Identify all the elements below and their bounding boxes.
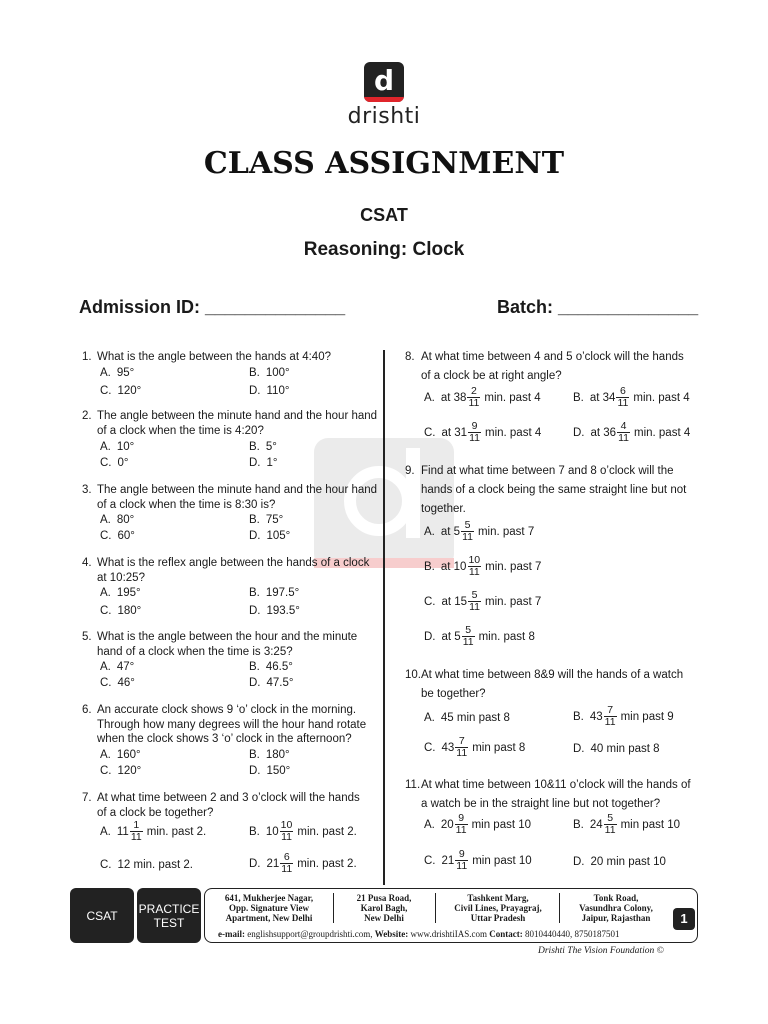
option-text: 110° (266, 385, 290, 397)
option-letter: B. (573, 710, 584, 723)
question-text: At what time between 4 and 5 o’clock will the hands (421, 351, 684, 363)
option-letter: A. (424, 818, 435, 831)
option-whole: 20 (440, 818, 454, 831)
column-divider (383, 350, 385, 885)
option-fraction (455, 736, 468, 759)
option-letter: C. (100, 605, 112, 617)
option-text: min. past 4 (484, 391, 541, 404)
option-letter: A. (100, 825, 111, 838)
fraction-numerator: 9 (471, 420, 478, 432)
question-number: 8. (405, 351, 415, 363)
option-b (249, 820, 357, 843)
option-text: 10° (116, 441, 135, 453)
option-text: 5° (265, 441, 277, 453)
question-text: at 10:25? (97, 571, 145, 584)
question-text: when the clock shows 3 ‘o’ clock in the afternoon? (97, 733, 352, 745)
logo-red-band (364, 97, 404, 102)
address-line: Civil Lines, Prayagraj, (454, 903, 542, 913)
option-letter: A. (424, 391, 435, 404)
option-text: 197.5° (265, 587, 300, 599)
option-whole: 43 (589, 710, 603, 723)
fraction-denominator: 11 (469, 601, 480, 613)
contact-label: Contact: (489, 929, 523, 939)
option-letter: A. (100, 367, 111, 379)
address-line: Opp. Signature View (228, 903, 310, 913)
option-fraction (468, 421, 481, 444)
option-c (100, 859, 193, 871)
option-letter: B. (249, 514, 260, 526)
address-separator (559, 893, 560, 923)
option-a (100, 514, 134, 526)
fraction-numerator: 9 (458, 812, 465, 824)
option-b (249, 749, 290, 761)
option-letter: D. (249, 385, 261, 397)
fraction-denominator: 11 (618, 432, 629, 444)
fraction-numerator: 4 (620, 420, 627, 432)
fraction-denominator: 11 (604, 824, 616, 836)
option-text: min past 10 (471, 818, 532, 831)
question-text: hands of a clock being the same straight line but not (421, 484, 687, 496)
option-text: 47.5° (266, 677, 294, 689)
option-whole: at 5 (441, 630, 461, 643)
option-letter: B. (249, 661, 260, 673)
option-letter: A. (424, 712, 435, 724)
fraction-numerator: 6 (283, 851, 290, 863)
option-letter: D. (573, 743, 585, 755)
option-letter: D. (249, 677, 261, 689)
fraction-numerator: 9 (458, 848, 465, 860)
fraction-denominator: 11 (469, 432, 480, 444)
fraction-denominator: 11 (462, 531, 473, 543)
option-text: min. past 7 (477, 525, 535, 538)
option-fraction (467, 555, 481, 578)
address-line: Jaipur, Rajasthan (581, 913, 651, 923)
option-whole: at 38 (440, 391, 467, 404)
option-b (573, 813, 680, 836)
question-number: 6. (82, 704, 92, 716)
question-text: a watch be in the straight line but not together? (421, 798, 661, 810)
option-fraction (280, 820, 294, 843)
logo-wordmark: drishti (347, 104, 421, 129)
option-letter: D. (424, 630, 436, 643)
option-letter: A. (100, 514, 111, 526)
option-c (100, 677, 135, 689)
option-whole: at 31 (441, 426, 468, 439)
option-text: min. past 2. (297, 857, 357, 870)
option-letter: C. (100, 677, 112, 689)
option-d (573, 421, 690, 444)
option-letter: C. (100, 530, 112, 542)
office-address (208, 893, 330, 925)
question-number: 7. (82, 792, 92, 804)
option-letter: D. (249, 530, 261, 542)
option-text: 45 min past 8 (440, 712, 510, 724)
option-text: min past 8 (472, 741, 526, 754)
option-b (249, 587, 299, 599)
question-text: of a clock when the time is 4:20? (97, 424, 264, 437)
option-fraction (616, 386, 629, 409)
option-letter: A. (100, 441, 111, 453)
option-text: 120° (117, 765, 142, 777)
option-a (424, 386, 541, 409)
office-address (562, 893, 670, 925)
option-d (249, 677, 293, 689)
option-a (424, 712, 510, 724)
question-text: of a clock when the time is 8:30 is? (97, 498, 276, 511)
option-b (424, 555, 541, 578)
fraction-numerator: 5 (607, 812, 614, 824)
batch-field: Batch: ______________ (497, 297, 699, 317)
practice-test-tab (137, 888, 201, 943)
option-text: 193.5° (266, 605, 300, 617)
option-letter: A. (100, 661, 111, 673)
option-c (100, 605, 141, 617)
option-a (424, 813, 531, 836)
office-address (336, 893, 432, 925)
question-text: What is the angle between the hands at 4:40? (97, 351, 331, 363)
address-line: 641, Mukherjee Nagar, (224, 893, 314, 903)
drishti-logo-icon (364, 62, 404, 102)
option-a (424, 520, 534, 543)
fraction-numerator: 5 (471, 589, 478, 601)
option-text: 95° (116, 367, 135, 379)
option-letter: C. (424, 854, 436, 867)
question-text: At what time between 2 and 3 o’clock will the hands (97, 792, 360, 804)
fraction-numerator: 10 (280, 819, 293, 831)
topic-heading: Reasoning: Clock (303, 239, 465, 260)
question-text: Through how many degrees will the hour hand rotate (97, 718, 367, 731)
option-a (100, 367, 134, 379)
address-line: Tonk Road, (593, 893, 639, 903)
option-text: min. past 4 (633, 426, 691, 439)
option-a (100, 820, 206, 843)
option-text: min. past 4 (484, 426, 542, 439)
option-text: 80° (116, 514, 135, 526)
option-a (100, 587, 141, 599)
address-line: 21 Pusa Road, (356, 893, 412, 903)
address-line: Uttar Pradesh (470, 913, 526, 923)
page-number: 1 (673, 908, 695, 930)
option-letter: B. (249, 367, 260, 379)
option-fraction (462, 625, 475, 648)
question-text: What is the reflex angle between the hands of a clock (97, 557, 370, 569)
option-fraction (455, 813, 468, 836)
question-number: 2. (82, 410, 92, 422)
practice-tab-line1: PRACTICE (138, 901, 200, 916)
question-number: 9. (405, 465, 415, 477)
option-b (249, 367, 290, 379)
fraction-denominator: 11 (130, 831, 142, 843)
logo-letter: d (373, 64, 395, 97)
option-fraction (617, 421, 630, 444)
fraction-denominator: 11 (468, 397, 480, 409)
option-letter: C. (424, 426, 436, 439)
fraction-denominator: 11 (468, 566, 480, 578)
question-text: An accurate clock shows 9 ‘o’ clock in the morning. (97, 704, 357, 716)
question-text: together. (421, 503, 466, 515)
fraction-numerator: 6 (619, 385, 626, 397)
option-d (249, 765, 290, 777)
option-text: min past 10 (620, 818, 681, 831)
option-fraction (604, 813, 617, 836)
option-letter: D. (249, 857, 261, 870)
option-c (100, 385, 141, 397)
option-text: min. past 2. (297, 825, 357, 838)
option-letter: C. (100, 385, 112, 397)
option-text: 150° (266, 765, 291, 777)
fraction-denominator: 11 (281, 831, 292, 843)
subject-heading: CSAT (360, 205, 408, 225)
office-address (440, 893, 556, 925)
option-fraction (604, 705, 617, 728)
address-line: Tashkent Marg, (467, 893, 529, 903)
option-letter: D. (249, 457, 261, 469)
option-letter: C. (100, 457, 112, 469)
option-fraction (468, 590, 481, 613)
option-text: 160° (116, 749, 141, 761)
option-text: 195° (116, 587, 141, 599)
option-whole: 21 (441, 854, 455, 867)
email-label: e-mail: (218, 929, 245, 939)
option-text: 60° (117, 530, 135, 542)
question-number: 10. (405, 669, 421, 681)
csat-tab (70, 888, 134, 943)
option-letter: A. (100, 587, 111, 599)
fraction-numerator: 5 (464, 519, 471, 531)
address-separator (333, 893, 334, 923)
question-text: hand of a clock when the time is 3:25? (97, 645, 293, 658)
address-line: Vasundhra Colony, (579, 903, 653, 913)
foundation-credit: Drishti The Vision Foundation © (538, 946, 664, 956)
option-d (249, 457, 278, 469)
option-letter: A. (424, 525, 435, 538)
option-d (573, 743, 660, 755)
question-text: Find at what time between 7 and 8 o’clock will the (421, 465, 674, 477)
option-whole: 24 (589, 818, 603, 831)
csat-tab-label: CSAT (86, 908, 118, 923)
address-line: Karol Bagh, (360, 903, 408, 913)
option-text: min past 9 (620, 710, 674, 723)
fraction-denominator: 11 (604, 716, 616, 728)
option-fraction (130, 820, 143, 843)
option-d (424, 625, 535, 648)
option-a (100, 749, 141, 761)
contact-value: 8010440440, 8750187501 (524, 929, 620, 939)
option-whole: 10 (265, 825, 279, 838)
option-text: 20 min past 10 (590, 856, 666, 868)
option-letter: B. (249, 587, 260, 599)
option-text: 12 min. past 2. (117, 859, 193, 871)
admission-id-field: Admission ID: ______________ (79, 297, 346, 317)
option-d (249, 852, 357, 875)
fraction-denominator: 11 (617, 397, 629, 409)
address-separator (435, 893, 436, 923)
fraction-numerator: 7 (458, 735, 465, 747)
option-letter: C. (424, 741, 436, 754)
option-c (100, 457, 129, 469)
option-letter: B. (573, 391, 584, 404)
option-text: 75° (265, 514, 284, 526)
option-letter: D. (249, 605, 261, 617)
fraction-denominator: 11 (456, 860, 468, 872)
question-text: The angle between the minute hand and the hour hand (97, 410, 378, 422)
question-text: The angle between the minute hand and the hour hand (97, 484, 378, 496)
address-line: Apartment, New Delhi (225, 913, 313, 923)
option-text: 46.5° (265, 661, 293, 673)
option-text: min. past 8 (478, 630, 535, 643)
option-fraction (461, 520, 474, 543)
website-label: Website: (374, 929, 409, 939)
question-text: At what time between 8&9 will the hands of a watch (421, 669, 684, 681)
question-number: 5. (82, 631, 92, 643)
question-text: be together? (421, 688, 486, 700)
option-letter: B. (249, 749, 260, 761)
option-text: 40 min past 8 (590, 743, 660, 755)
fraction-numerator: 2 (470, 385, 477, 397)
option-whole: at 36 (590, 426, 617, 439)
option-d (249, 385, 289, 397)
option-whole: at 10 (440, 560, 467, 573)
email-value: englishsupport@groupdrishti.com, (247, 929, 373, 939)
option-c (424, 590, 541, 613)
option-d (573, 856, 666, 868)
website-value: www.drishtiIAS.com (410, 929, 487, 939)
fraction-denominator: 11 (456, 747, 468, 759)
option-letter: B. (249, 825, 260, 838)
question-text: What is the angle between the hour and the minute (97, 631, 358, 643)
option-c (100, 530, 135, 542)
option-text: 180° (265, 749, 290, 761)
option-c (424, 849, 532, 872)
option-text: 47° (116, 661, 135, 673)
fraction-numerator: 10 (468, 554, 481, 566)
option-c (424, 736, 525, 759)
option-d (249, 605, 300, 617)
option-text: min. past 4 (633, 391, 690, 404)
option-text: 1° (266, 457, 278, 469)
option-fraction (467, 386, 480, 409)
question-text: of a clock be together? (97, 806, 214, 819)
option-b (249, 514, 283, 526)
practice-tab-line2: TEST (153, 915, 185, 930)
option-text: min. past 7 (484, 595, 542, 608)
option-letter: A. (100, 749, 111, 761)
fraction-numerator: 5 (465, 624, 472, 636)
option-letter: D. (249, 765, 261, 777)
option-text: 100° (265, 367, 290, 379)
option-letter: C. (100, 765, 112, 777)
option-b (573, 386, 690, 409)
option-text: min. past 2. (146, 825, 207, 838)
option-fraction (280, 852, 293, 875)
option-c (424, 421, 541, 444)
question-text: At what time between 10&11 o’clock will the hands of (421, 779, 691, 791)
option-a (100, 441, 134, 453)
contact-line (218, 929, 619, 939)
option-whole: 11 (116, 825, 129, 838)
fraction-numerator: 1 (133, 819, 140, 831)
option-text: 46° (117, 677, 135, 689)
option-whole: 43 (441, 741, 455, 754)
option-whole: 21 (266, 857, 280, 870)
option-letter: B. (249, 441, 260, 453)
fraction-denominator: 11 (462, 636, 474, 648)
option-fraction (455, 849, 468, 872)
option-letter: C. (100, 859, 112, 871)
fraction-denominator: 11 (455, 824, 467, 836)
option-a (100, 661, 134, 673)
question-number: 1. (82, 351, 92, 363)
fraction-denominator: 11 (281, 863, 293, 875)
option-text: 105° (266, 530, 291, 542)
option-whole: at 15 (441, 595, 468, 608)
option-b (249, 661, 293, 673)
question-number: 3. (82, 484, 92, 496)
address-line: New Delhi (364, 913, 404, 923)
option-whole: at 5 (440, 525, 461, 538)
option-letter: D. (573, 856, 585, 868)
option-text: 180° (117, 605, 142, 617)
option-b (249, 441, 277, 453)
page-title: CLASS ASSIGNMENT (203, 146, 565, 181)
option-letter: B. (573, 818, 584, 831)
question-number: 11. (405, 779, 421, 791)
option-c (100, 765, 141, 777)
option-text: min. past 7 (485, 560, 542, 573)
option-text: min past 10 (472, 854, 532, 867)
option-whole: at 34 (589, 391, 616, 404)
fraction-numerator: 7 (607, 704, 614, 716)
option-b (573, 705, 674, 728)
option-letter: C. (424, 595, 436, 608)
option-text: 120° (117, 385, 142, 397)
question-number: 4. (82, 557, 92, 569)
option-letter: D. (573, 426, 585, 439)
option-d (249, 530, 290, 542)
question-text: of a clock be at right angle? (421, 370, 562, 382)
option-text: 0° (117, 457, 129, 469)
option-letter: B. (424, 560, 435, 573)
